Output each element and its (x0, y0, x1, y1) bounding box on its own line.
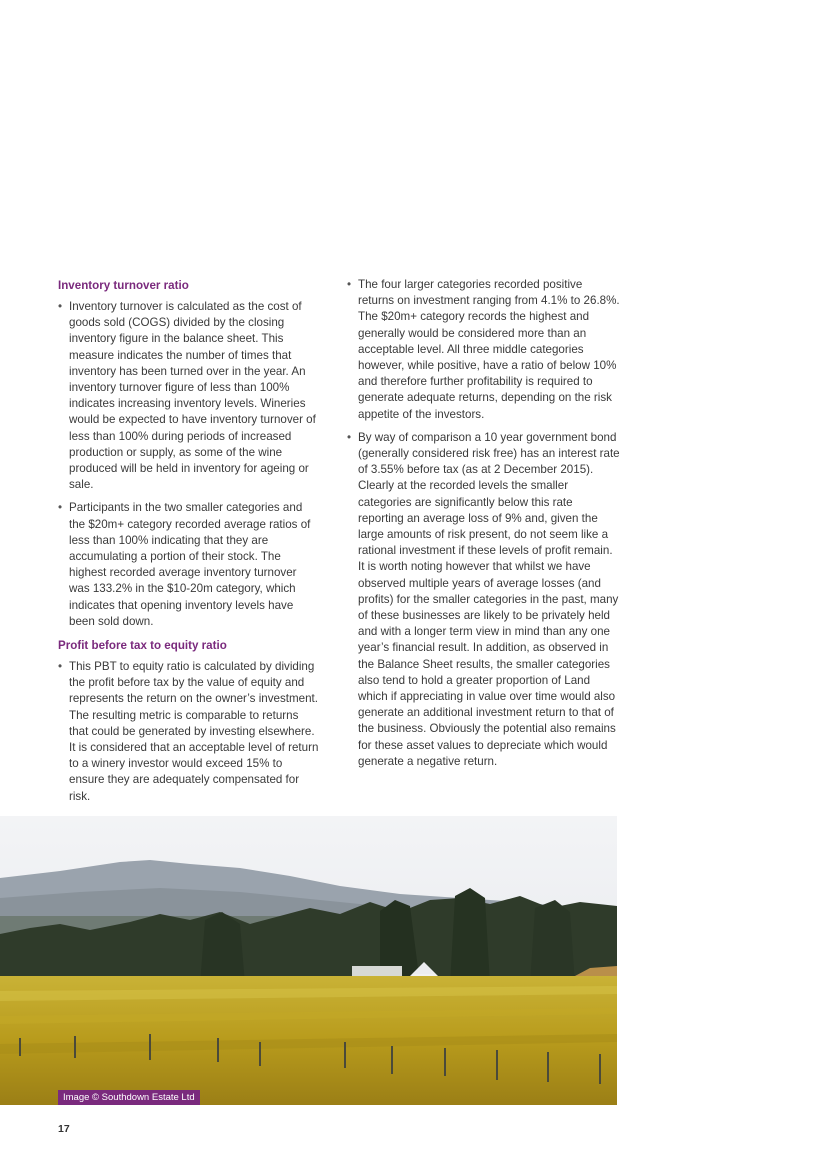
section-heading-inventory-turnover: Inventory turnover ratio (58, 279, 189, 292)
bullet-paragraph: • By way of comparison a 10 year government bond (generally considered risk free) has an interest rate of 3.55% before tax (as at 2 December 2015). Clearly at the recorded levels the smaller categories are significantly below this rate reporting an average loss of 9% and, given the large amounts of risk present, do not seem like a rational investment if these levels of profit remain. It is worth noting however that whilst we have observed multiple years of average losses (and profits) for the smaller categories in the past, many of these businesses are likely to be privately held and with a longer term view in mind than any one year’s financial result. In addition, as observed in the Balance Sheet results, the smaller categories also tend to hold a greater proportion of Land which if appreciating in value over time would also generate an additional investment return to that of the business. Obviously the potential also remains for these asset values to depreciate which would generate a negative return. (347, 430, 620, 770)
left-column (58, 277, 320, 812)
page-number: 17 (58, 1123, 70, 1135)
right-column (347, 277, 620, 777)
image-credit: Image © Southdown Estate Ltd (58, 1090, 200, 1105)
bullet-paragraph: • The four larger categories recorded positive returns on investment ranging from 4.1% to 26.8%. The $20m+ category records the highest and generally would be considered more than an acceptable level. All three middle categories however, while positive, have a ratio of below 10% and therefore further profitability is required to generate adequate returns, depending on the risk appetite of the investors. (347, 277, 620, 423)
vineyard-photo (0, 816, 617, 1105)
bullet-paragraph: • Participants in the two smaller categories and the $20m+ category recorded average ratios of less than 100% indicating that they are accumulating a portion of their stock. The highest recorded average inventory turnover was 133.2% in the $10-20m category, which indicates that opening inventory levels have been sold down. (58, 500, 320, 630)
bullet-paragraph: • This PBT to equity ratio is calculated by dividing the profit before tax by the value of equity and represents the return on the owner’s investment. The resulting metric is comparable to returns that could be generated by investing elsewhere. It is considered that an acceptable level of return to a winery investor would exceed 15% to ensure they are adequately compensated for risk. (58, 659, 320, 805)
bullet-paragraph: • Inventory turnover is calculated as the cost of goods sold (COGS) divided by the closing inventory figure in the balance sheet. This measure indicates the number of times that inventory has been turned over in the year. An inventory turnover figure of less than 100% indicates increasing inventory levels. Wineries would be expected to have inventory turnover of less than 100% during periods of increased production or supply, as some of the wine produced will be held in inventory for ageing or sale. (58, 299, 320, 493)
section-heading-pbt-equity: Profit before tax to equity ratio (58, 639, 227, 653)
